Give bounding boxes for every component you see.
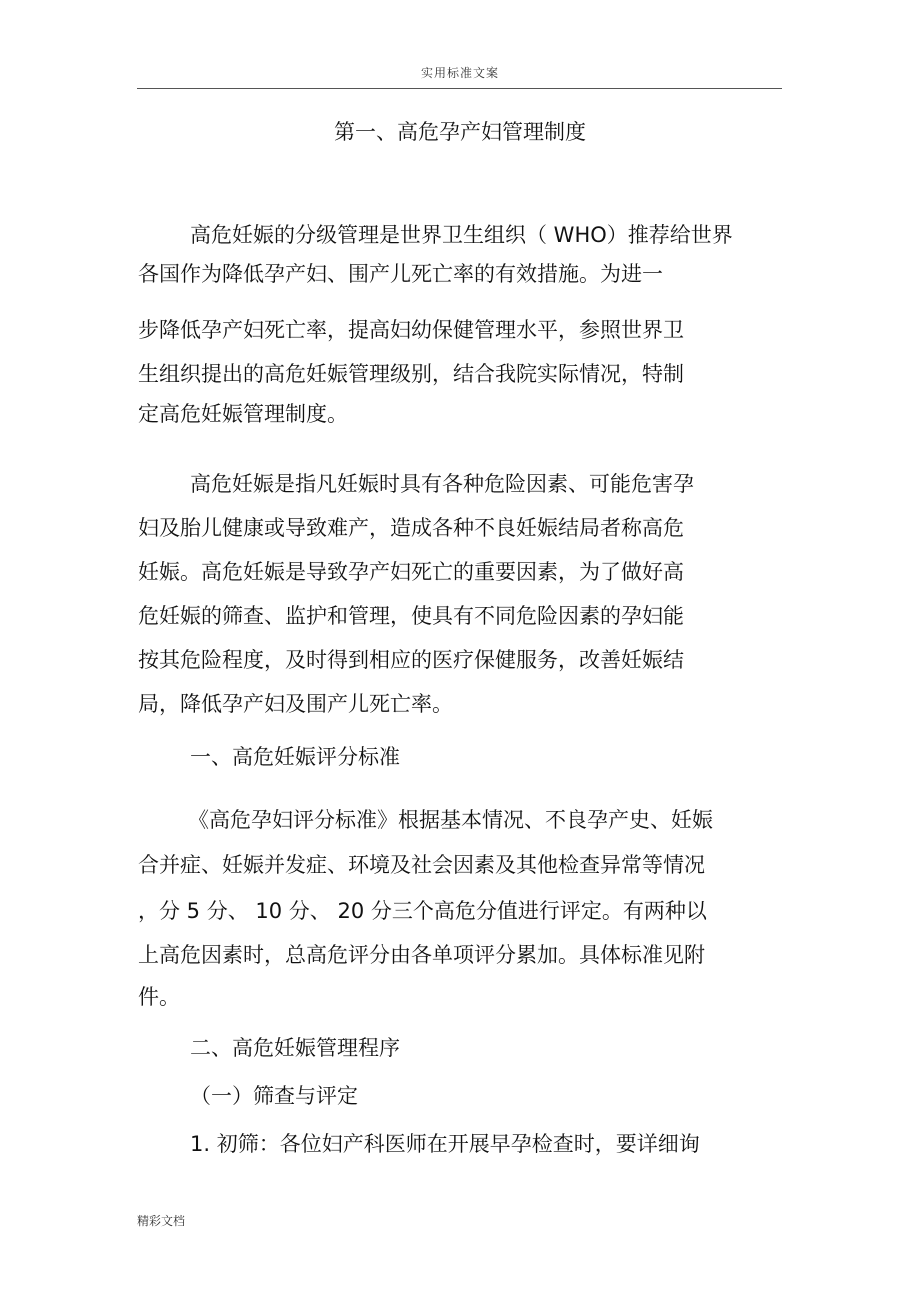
body-line: 生组织提出的高危妊娠管理级别，结合我院实际情况，特制 [138,362,684,386]
page-footer: 精彩文档 [137,1214,186,1228]
body-line: 定高危妊娠管理制度。 [138,402,348,426]
body-line: 高危妊娠的分级管理是世界卫生组织（ WHO）推荐给世界 [190,223,733,247]
header-divider [137,88,782,89]
section-heading: 二、高危妊娠管理程序 [190,1036,400,1060]
body-line: 上高危因素时，总高危评分由各单项评分累加。具体标准见附 [138,943,705,967]
body-line: 危妊娠的筛查、监护和管理，使具有不同危险因素的孕妇能 [138,604,684,628]
document-title: 第一、高危孕产妇管理制度 [334,120,586,144]
body-line: 步降低孕产妇死亡率，提高妇幼保健管理水平，参照世界卫 [138,318,684,342]
body-line: 高危妊娠是指凡妊娠时具有各种危险因素、可能危害孕 [190,472,694,496]
body-line: 各国作为降低孕产妇、围产儿死亡率的有效措施。为进一 [138,262,663,286]
page-header: 实用标准文案 [420,66,499,80]
subsection-heading: （一）筛查与评定 [190,1084,358,1108]
body-line: 按其危险程度，及时得到相应的医疗保健服务，改善妊娠结 [138,648,684,672]
body-line: 妇及胎儿健康或导致难产，造成各种不良妊娠结局者称高危 [138,516,684,540]
section-heading: 一、高危妊娠评分标准 [190,745,400,769]
body-line: 局，降低孕产妇及围产儿死亡率。 [138,692,453,716]
body-line: 合并症、妊娠并发症、环境及社会因素及其他检查异常等情况 [138,853,705,877]
body-line: 妊娠。高危妊娠是导致孕产妇死亡的重要因素，为了做好高 [138,560,684,584]
body-line: 《高危孕妇评分标准》根据基本情况、不良孕产史、妊娠 [188,808,713,832]
body-line: 1. 初筛：各位妇产科医师在开展早孕检查时，要详细询 [190,1132,700,1156]
body-line: 件。 [138,985,180,1009]
body-line: ，分 5 分、 10 分、 20 分三个高危分值进行评定。有两种以 [138,899,707,923]
